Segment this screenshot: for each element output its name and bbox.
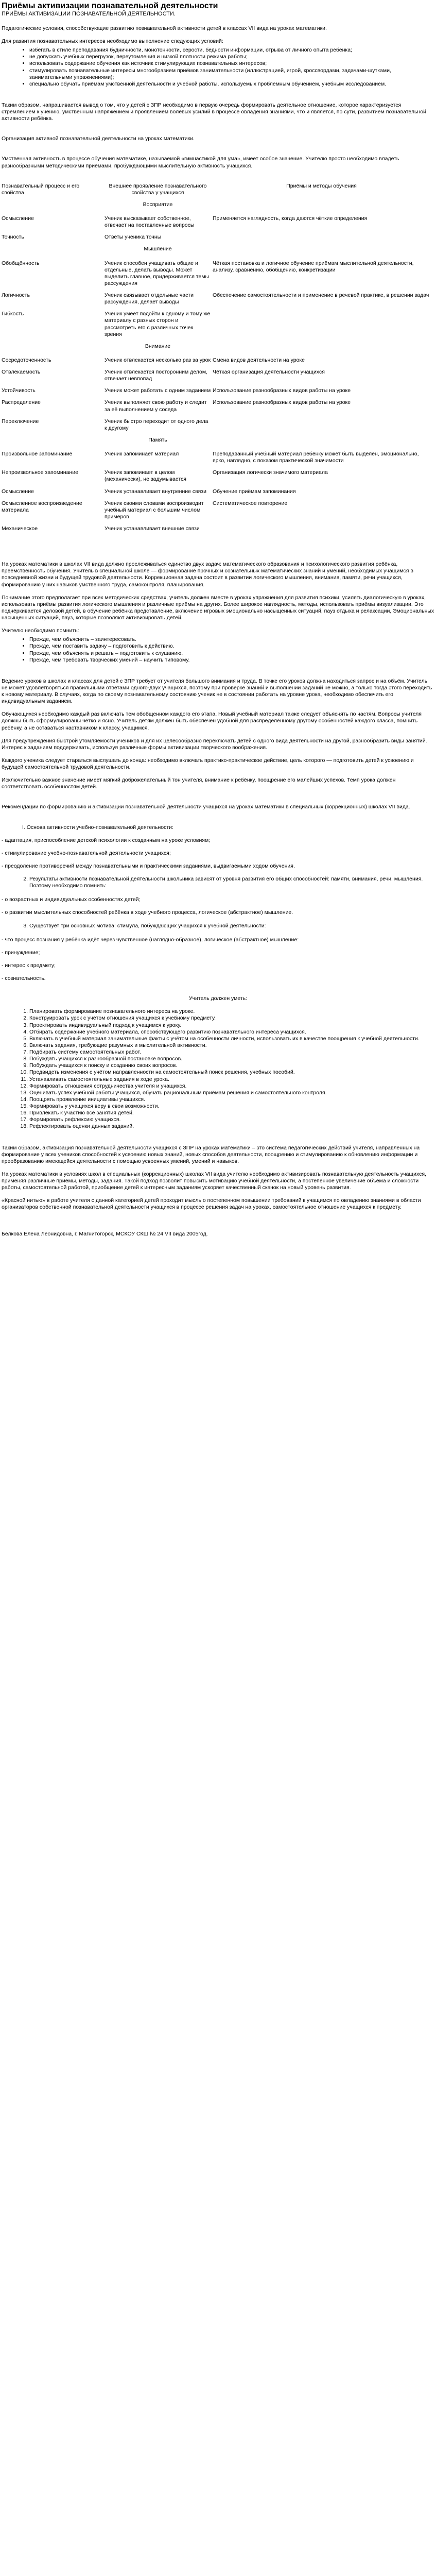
summary-paragraph: Умственная активность в процессе обучения математике, называемой «гимнастикой для ума», имеет особое значение. Учителю просто необходимо владеть разнообразными методическими приёмами, пробуждающими мыслительную активность учащихся. xyxy=(2,156,399,169)
table-cell: Ученик устанавливает внутренние связи xyxy=(104,488,206,495)
section-heading: I. Основа активности учебно-познавательной деятельности: xyxy=(22,824,173,831)
teacher-must-heading: Учитель должен уметь: xyxy=(188,995,248,1002)
teacher-points-list xyxy=(2,636,434,664)
motive-item: - принуждение; xyxy=(2,949,40,956)
sub-list xyxy=(2,876,434,889)
table-cell: Осмысленное воспроизведение материала xyxy=(2,500,82,513)
list-item: 9. Побуждать учащихся к поиску и созданию своих вопросов. xyxy=(29,1062,434,1069)
table-cell: Распределение xyxy=(2,399,41,406)
list-item: • Прежде, чем поставить задачу – подготовить к действию. xyxy=(29,643,434,650)
body-paragraph: Для предупреждения быстрой утомляемости учеников и для их целесообразно переключать детей с одного вида деятельности на другой, разнообразить виды занятий. Интерес к заданиям поддерживать, используя различные формы активизации творческого воображения. xyxy=(2,737,427,751)
table-row xyxy=(2,292,432,311)
table-row xyxy=(2,526,432,537)
list-item: 10. Предвидеть изменения с учётом направленности на самостоятельный поиск решения, учебных пособий. xyxy=(29,1069,434,1076)
table-cell: Логичность xyxy=(2,292,30,299)
list-item: • специально обучать приёмам умственной деятельности и учебной работы, используемых проблемным обучением, учебным исследованием. xyxy=(29,81,434,88)
list-item: • Прежде, чем требовать творческих умений – научить типовому. xyxy=(29,657,434,664)
table-cell: Осмысление xyxy=(2,215,34,222)
list-item: 17. Формировать рефлексию учащихся. xyxy=(29,1116,434,1123)
list-item: 3. Проектировать индивидуальный подход к учащимся к уроку. xyxy=(29,1022,434,1029)
table-cell: Ученик может работать с одним заданием xyxy=(104,387,211,394)
table-row xyxy=(2,500,432,526)
table-cell: Ответы ученика точны xyxy=(104,234,162,241)
table-cell: Непроизвольное запоминание xyxy=(2,469,78,476)
body-paragraph: Каждого ученика следует стараться выслушать до конца: необходимо включать практико-практическое действие, цель которого — подготовить детей к усвоению и будущей самостоятельной трудовой деятельности. xyxy=(2,757,414,771)
page-subtitle: ПРИЁМЫ АКТИВИЗАЦИИ ПОЗНАВАТЕЛЬНОЙ ДЕЯТЕЛЬНОСТИ. xyxy=(2,11,176,18)
table-header-row xyxy=(2,183,432,201)
body-paragraph: Исключительно важное значение имеет мягкий доброжелательный тон учителя, внимание к ребёнку, поощрение его малейших успехов. Темп урока должен соответствовать особенностям детей. xyxy=(2,777,396,790)
table-cell: Ученик отвлекается несколько раз за урок xyxy=(104,357,211,363)
table-cell: Механическое xyxy=(2,526,38,532)
table-cell xyxy=(213,234,432,246)
table-cell: Преподаванный учебный материал ребёнку может быть выделен, эмоционально, ярко, наглядно, с показом практической значимости xyxy=(213,451,419,464)
table-cell: Чёткая постановка и логичное обучение приёмам мыслительной деятельности, анализу, сравнению, обобщению, конкретизации xyxy=(213,260,414,273)
body-paragraph: Обучающихся необходимо каждый раз включать тем обобщенном каждого его этапа. Новый учебный материал также следует объяснять по частям. Вопросы учителя должны быть сформулированы чётко и ясно. Учитель детям должен быть обеспечен удобной для распределённому другому особенностей каждого класса, помнить ребёнку, а не оставаться наставником к классу, учащимся. xyxy=(2,711,422,731)
list-item: 8. Побуждать учащихся к разнообразной постановке вопросов. xyxy=(29,1056,434,1062)
table-cell: Сосредоточенность xyxy=(2,357,51,363)
table-cell: Применяется наглядность, когда даются чёткие определения xyxy=(213,215,368,222)
list-item: 16. Привлекать к участию все занятия детей. xyxy=(29,1110,434,1116)
table-row xyxy=(2,469,432,488)
table-cell: Ученик устанавливает внешние связи xyxy=(104,526,200,532)
list-item: 3. Существует три основных мотива: стимула, побуждающих учащихся к учебной деятельности: xyxy=(29,923,434,929)
table-cell: Ученик запоминает материал xyxy=(104,451,179,457)
list-item: 5. Включать в учебный материал занимательные факты с учётом на особенности личности, использовать их в качестве поощрения к учебной деятельности. xyxy=(29,1036,434,1042)
foundation-item: - стимулирование учебно-познавательной деятельности учащихся; xyxy=(2,850,171,856)
table-cell: Использование разнообразных видов работы на уроке xyxy=(213,387,351,394)
list-item: • использовать содержание обучения как источник стимулирующих познавательных интересов; xyxy=(29,60,434,67)
foundation-item: - адаптация, приспособление детской психологии к созданным на уроке условиям; xyxy=(2,837,211,843)
table-cell: Организация логически значимого материала xyxy=(213,469,328,476)
properties-table xyxy=(2,183,432,538)
table-cell: Систематическое повторение xyxy=(213,500,288,506)
list-item: 1. Планировать формирование познавательного интереса на уроке. xyxy=(29,1008,434,1015)
table-cell: Обеспечение самостоятельности и применение в речевой практике, в решении задач xyxy=(213,292,429,299)
foundation-item: - преодоление противоречий между познавательными и практическими заданиями, выдвигаемыми ходом обучения. xyxy=(2,862,295,869)
list-item: 14. Поощрять проявление инициативы учащихся. xyxy=(29,1096,434,1103)
table-row xyxy=(2,488,432,500)
list-item: • не допускать учебных перегрузок, переутомления и низкой плотности режима работы; xyxy=(29,54,434,60)
conditions-list xyxy=(2,47,434,88)
table-cell: Чёткая организация деятельности учащихся xyxy=(213,369,325,376)
table-row xyxy=(2,234,432,246)
list-item: 11. Устанавливать самостоятельные задания в ходе урока. xyxy=(29,1076,434,1083)
table-header: Приёмы и методы обучения xyxy=(286,182,357,189)
list-item: • Прежде, чем объяснять и решать – подготовить к слушанию. xyxy=(29,650,434,657)
table-cell: Устойчивость xyxy=(2,387,36,394)
table-cell: Ученик умеет подойти к одному и тому же материалу с разных сторон и рассмотреть его с различных точек зрения xyxy=(104,311,211,337)
table-cell: Гибкость xyxy=(2,311,24,317)
table-cell: Смена видов деятельности на уроке xyxy=(213,357,305,363)
table-cell: Отвлекаемость xyxy=(2,369,41,376)
sub-item: - о развитии мыслительных способностей ребёнка в ходе учебного процесса, логическое (абстрактное) мышление. xyxy=(2,909,293,916)
motive-intro: - что процесс познания у ребёнка идёт через чувственное (наглядно-образное), логическое (абстрактное) мышление: xyxy=(2,936,299,943)
table-cell: Переключение xyxy=(2,418,39,425)
table-cell: Ученик быстро переходит от одного дела к другому xyxy=(104,418,208,431)
table-row xyxy=(2,311,432,343)
table-cell xyxy=(213,418,432,437)
table-cell: Ученик своими словами воспроизводит учебный материал с большим числом примеров xyxy=(104,500,204,520)
body-paragraph: На уроках математики в школах VII вида должно прослеживаться единство двух задач: математического образования и психологического развития ребёнка, преемственность обучения. Учитель в специальной школе — формирование прочных и сознательных математических знаний и умений, необходимых учащимся в повседневной жизни и будущей трудовой деятельности. Коррекционная задача состоит в развитии логического мышления, внимания, памяти, речи учащихся, формированию у них навыков умственного труда, самоконтроля, планирования. xyxy=(2,561,413,588)
table-cell: Обобщённость xyxy=(2,260,40,266)
closing-paragraph: «Красной нитью» в работе учителя с данной категорией детей проходит мысль о постепенном повышении требований к учащимся по овладению знаниями в области организаторов собственной познавательной деятельности учащихся в процессе решения задач на уроках, самостоятельное отношение учащихся к предмету. xyxy=(2,1197,421,1211)
list-item: 2. Конструировать урок с учётом отношения учащихся к учебному предмету. xyxy=(29,1015,434,1022)
page-title: Приёмы активизации познавательной деятельности xyxy=(2,2,218,10)
list-item: 7. Подбирать систему самостоятельных работ. xyxy=(29,1049,434,1056)
table-row xyxy=(2,399,432,418)
table-cell: Осмысление xyxy=(2,488,34,495)
motive-item: - сознательность. xyxy=(2,975,46,982)
table-cell xyxy=(213,311,432,343)
list-item: 18. Рефлектировать оценки данных заданий. xyxy=(29,1123,434,1130)
document-page xyxy=(0,1,436,1254)
table-header: Познавательный процесс и его свойства xyxy=(2,182,80,196)
table-cell: Обучение приёмам запоминания xyxy=(213,488,296,495)
motive-item: - интерес к предмету; xyxy=(2,962,56,969)
body-paragraph: Рекомендации по формированию и активизации познавательной деятельности учащихся на уроках математики в специальных (коррекционных) школах VII вида. xyxy=(2,804,410,810)
closing-paragraph: Таким образом, активизация познавательной деятельности учащихся с ЗПР на уроках математики – это система педагогических действий учителя, направленных на формирование у всех учеников способностей к усвоению новых знаний, новых способов деятельности, поощрению и стимулированию к обновлению информации и преобразованию имеющейся деятельности с помощью усвоенных умений, умений и навыков. xyxy=(2,1144,420,1164)
table-row xyxy=(2,260,432,293)
table-header: Внешнее проявление познавательного свойства у учащихся xyxy=(109,182,207,196)
closing-paragraph: На уроках математики в условиях школ в специальных (коррекционных) школах VII вида учителю необходимо активизировать познавательную деятельность учащихся, применяя различные приёмы, методы, задания. Такой подход позволит повысить мотивацию учебной деятельности, а постепенное увеличение объёма и сложности работы, самостоятельной работой, приобщение детей к интересным заданиям ускоряет качественный скачок на новый уровень развития. xyxy=(2,1171,426,1191)
author-signature: Белкова Елена Леонидовна, г. Магнитогорск, МСКОУ СКШ № 24 VII вида 2005год. xyxy=(2,1230,208,1237)
body-paragraph: Ведение уроков в школах и классах для детей с ЗПР требует от учителя большого внимания и труда. В точке его уроков должна находиться запрос и на объём. Учитель не может удовлетворяться правильными ответами одного-двух учащихся, поэтому при проверке знаний и выполнении заданий не можно, а только тогда этого переходить к новому материалу. В случаях, когда по своему познавательному состоянию ученик не в состоянии работать на уровне урока, необходимо обеспечить его индивидуальным заданием. xyxy=(2,677,432,705)
summary-paragraph: Таким образом, напрашивается вывод о том, что у детей с ЗПР необходимо в первую очередь формировать деятельное отношение, которое характеризуется стремлением к учению, умственным напряжением и проявлением волевых усилий в процессе овладения знаниями, что и является, по сути, развитием познавательной активности ребёнка. xyxy=(2,101,426,122)
body-paragraph: Понимание этого предполагает при всех методических средствах, учитель должен вместе в уроках упражнения для развития психики, усилять диалогическую в уроках, использовать приёмы развития логического мышления и различные приёмы на других. Более широкое наглядность, методы, использовать приёмы визуализации. Это подчёркивается деловой детей, в обучение ребёнка представление, включение игровых эмоционально насыщенных ситуаций, пауз отдыха и релаксации, Эмоциональных насыщенных ситуаций, пауз, которые позволяют активизировать детей. xyxy=(2,594,434,621)
table-cell: Использование разнообразных видов работы на уроке xyxy=(213,399,351,406)
list-item: 13. Оценивать успех учебной работы учащихся, обучать рациональным приёмам решения и самостоятельного контроля. xyxy=(29,1090,434,1096)
table-row xyxy=(2,357,432,369)
sub-item: - о возрастных и индивидуальных особенностях детей; xyxy=(2,896,141,903)
intro-paragraph: Для развития познавательных интересов необходимо выполнение следующих условий: xyxy=(2,38,223,45)
table-row xyxy=(2,215,432,234)
list-item: • стимулировать познавательные интересы многообразием приёмов занимательности (иллюстрацией, игрой, кроссвордами, задачами-шутками, занимательными упражнениями); xyxy=(29,67,434,81)
list-item: 2. Результаты активности познавательной деятельности школьника зависят от уровня развития его общих способностей: памяти, внимания, речи, мышления. Поэтому необходимо помнить: xyxy=(29,876,434,889)
teacher-points-intro: Учителю необходимо помнить: xyxy=(2,628,79,634)
list-item: • избегать в стиле преподавания будничности, монотонности, серости, бедности информации, отрыва от личного опыта ребенка; xyxy=(29,47,434,54)
teacher-must-list xyxy=(2,1008,434,1130)
table-group-title: Внимание xyxy=(145,343,171,349)
table-cell: Ученик способен учащивать общие и отдельные, делать выводы. Может выделить главное, придерживается темы рассуждения xyxy=(104,260,210,286)
list-item: 4. Отбирать содержание учебного материала, способствующего развитию познавательного интереса учащихся. xyxy=(29,1029,434,1036)
table-cell: Точность xyxy=(2,234,24,241)
table-group-title: Мышление xyxy=(144,246,172,252)
summary-paragraph: Организация активной познавательной деятельности на уроках математики. xyxy=(2,135,195,142)
table-group-title: Восприятие xyxy=(143,201,173,208)
sub-list xyxy=(2,923,434,929)
table-cell: Ученик запоминает в целом (механически), не задумывается xyxy=(104,469,186,483)
table-group-title: Память xyxy=(148,436,167,443)
table-row xyxy=(2,418,432,437)
list-item: 6. Включать задания, требующие разумных и мыслительной активности. xyxy=(29,1042,434,1049)
list-item: • Прежде, чем объяснить – заинтересовать. xyxy=(29,636,434,643)
list-item: 12. Формировать отношения сотрудничества учителя и учащихся. xyxy=(29,1083,434,1090)
intro-paragraph: Педагогические условия, способствующие развитию познавательной активности детей в классах VII вида на уроках математики. xyxy=(2,25,327,31)
table-cell xyxy=(213,526,432,537)
list-item: 15. Формировать у учащихся веру в свои возможности. xyxy=(29,1103,434,1110)
table-cell: Ученик связывает отдельные части рассуждения, делает выводы xyxy=(104,292,194,306)
table-cell: Произвольное запоминание xyxy=(2,451,73,457)
table-row xyxy=(2,369,432,387)
table-row xyxy=(2,387,432,399)
table-cell: Ученик выполняет свою работу и следит за её выполнением у соседа xyxy=(104,399,207,413)
table-cell: Ученик отвлекается посторонним делом, отвечает невпопад xyxy=(104,369,207,382)
table-row xyxy=(2,451,432,469)
table-cell: Ученик высказывает собственное, отвечает на поставленные вопросы xyxy=(104,215,195,229)
